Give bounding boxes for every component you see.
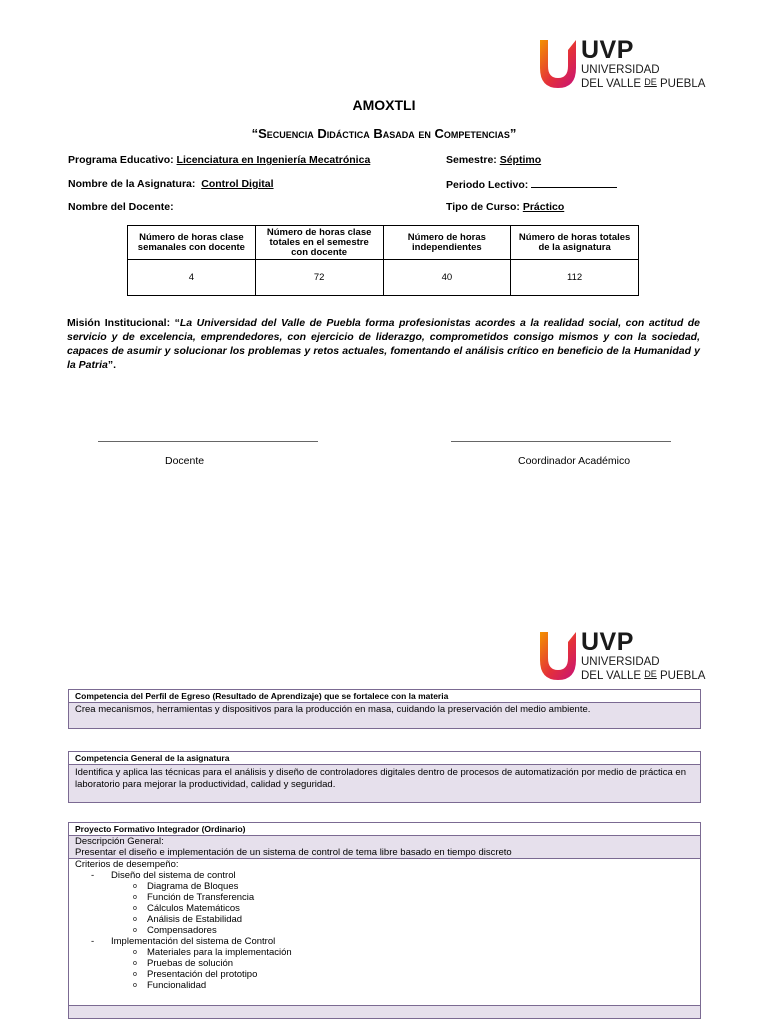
logo-line1: UNIVERSIDAD <box>581 656 660 668</box>
uvp-emblem-icon <box>538 40 580 88</box>
proyecto-descripcion: Descripción General: Presentar el diseño e implementación de un sistema de control de tema libre basado en tiempo discreto <box>69 836 700 859</box>
competencia-perfil-box <box>68 689 701 729</box>
programa-value: Licenciatura en Ingeniería Mecatrónica <box>176 154 371 166</box>
signature-line-coordinador <box>451 441 671 442</box>
field-asignatura: Nombre de la Asignatura: Control Digital <box>68 178 274 190</box>
signature-label-coordinador: Coordinador Académico <box>518 455 631 467</box>
periodo-blank-line <box>531 178 617 188</box>
logo-line2: DEL VALLE DE PUEBLA <box>581 77 706 90</box>
hours-value-cell: 72 <box>255 260 383 296</box>
hours-value-row <box>128 260 639 296</box>
list-item: o Presentación del prototipo <box>133 969 258 980</box>
list-item: o Pruebas de solución <box>133 958 234 969</box>
signature-label-docente: Docente <box>165 455 205 467</box>
semestre-value: Séptimo <box>499 154 542 166</box>
proyecto-footer-band <box>69 1005 700 1018</box>
list-item: o Funcionalidad <box>133 980 207 991</box>
logo-brand: UVP <box>581 36 634 64</box>
field-programa: Programa Educativo: Licenciatura en Ingeniería Mecatrónica <box>68 154 371 166</box>
hours-table <box>127 225 639 296</box>
uvp-logo <box>538 36 706 92</box>
asignatura-value: Control Digital <box>201 178 274 190</box>
list-item: o Cálculos Matemáticos <box>133 903 240 914</box>
criterio-group: - Diseño del sistema de control <box>91 870 236 881</box>
hours-header-cell: Número de horas totales de la asignatura <box>511 226 639 260</box>
field-docente: Nombre del Docente: <box>68 201 174 213</box>
field-tipo: Tipo de Curso: Práctico <box>446 201 565 213</box>
logo-university-name <box>581 64 705 90</box>
hours-header-cell: Número de horas clase semanales con docente <box>128 226 256 260</box>
list-item: o Análisis de Estabilidad <box>133 914 243 925</box>
mision-label: Misión Institucional: <box>67 317 171 329</box>
document-subtitle: “Secuencia Didáctica Basada en Competencias” <box>251 126 517 141</box>
tipo-value: Práctico <box>522 201 565 213</box>
competencia-general-box <box>68 751 701 803</box>
list-item: o Función de Transferencia <box>133 892 255 903</box>
document-title: AMOXTLI <box>352 97 416 113</box>
hours-value-cell: 112 <box>511 260 639 296</box>
hours-header-cell: Número de horas independientes <box>383 226 511 260</box>
competencia-general-body: Identifica y aplica las técnicas para el análisis y diseño de controladores digitales dentro de procesos de automatización por medio de práctica en laboratorio para mejorar la productividad, calidad y seguridad. <box>69 765 700 802</box>
hours-header-cell: Número de horas clase totales en el semestre con docente <box>255 226 383 260</box>
mision-text: La Universidad del Valle de Puebla forma profesionistas acordes a la realidad social, con actitud de servicio y de excelencia, emprendedores, con ejercicio de liderazgo, comprometidos consigo mismos y con la sociedad, capaces de asumir y solucionar los problemas y retos actuales, fomentando el análisis crítico en beneficio de la Humanidad y la Patria <box>67 317 701 371</box>
hours-value-cell: 40 <box>383 260 511 296</box>
logo-line1: UNIVERSIDAD <box>581 64 660 76</box>
field-semestre: Semestre: Séptimo <box>446 154 542 166</box>
list-item: o Materiales para la implementación <box>133 947 292 958</box>
mision-institucional: Misión Institucional: “La Universidad del Valle de Puebla forma profesionistas acordes a la realidad social, con actitud de servicio y de excelencia, emprendedores, con ejercicio de liderazgo, comprometidos consigo mismos y con la sociedad, capaces de asumir y solucionar los problemas y retos actuales, fomentando el análisis crítico en beneficio de la Humanidad y la Patria”. <box>67 317 701 371</box>
hours-header-row <box>128 226 639 260</box>
uvp-emblem-icon <box>538 632 580 680</box>
criterio-group: - Implementación del sistema de Control <box>91 936 276 947</box>
competencia-perfil-header: Competencia del Perfil de Egreso (Resultado de Aprendizaje) que se fortalece con la materia <box>69 690 700 703</box>
competencia-perfil-body: Crea mecanismos, herramientas y dispositivos para la producción en masa, cuidando la preservación del medio ambiente. <box>69 703 700 728</box>
proyecto-box <box>68 822 701 1019</box>
list-item: o Diagrama de Bloques <box>133 881 239 892</box>
criterios-desempeno: Criterios de desempeño: - Diseño del sistema de control o Diagrama de Bloques o Función de Transferencia o Cálculos Matemáticos o Análisis de Estabilidad o Compensadores - Implementación del sistema de Control o Materiales para la implementación o Pruebas de solución o Presentación del prototipo o Funcionalidad <box>69 859 700 991</box>
logo-line2: DEL VALLE DE PUEBLA <box>581 669 706 682</box>
list-item: o Compensadores <box>133 925 217 936</box>
logo-brand: UVP <box>581 628 634 656</box>
competencia-general-header: Competencia General de la asignatura <box>69 752 700 765</box>
signature-line-docente <box>98 441 318 442</box>
hours-value-cell: 4 <box>128 260 256 296</box>
uvp-logo <box>538 628 706 684</box>
logo-university-name <box>581 656 705 682</box>
proyecto-header: Proyecto Formativo Integrador (Ordinario) <box>69 823 700 836</box>
field-periodo: Periodo Lectivo: <box>446 178 617 191</box>
